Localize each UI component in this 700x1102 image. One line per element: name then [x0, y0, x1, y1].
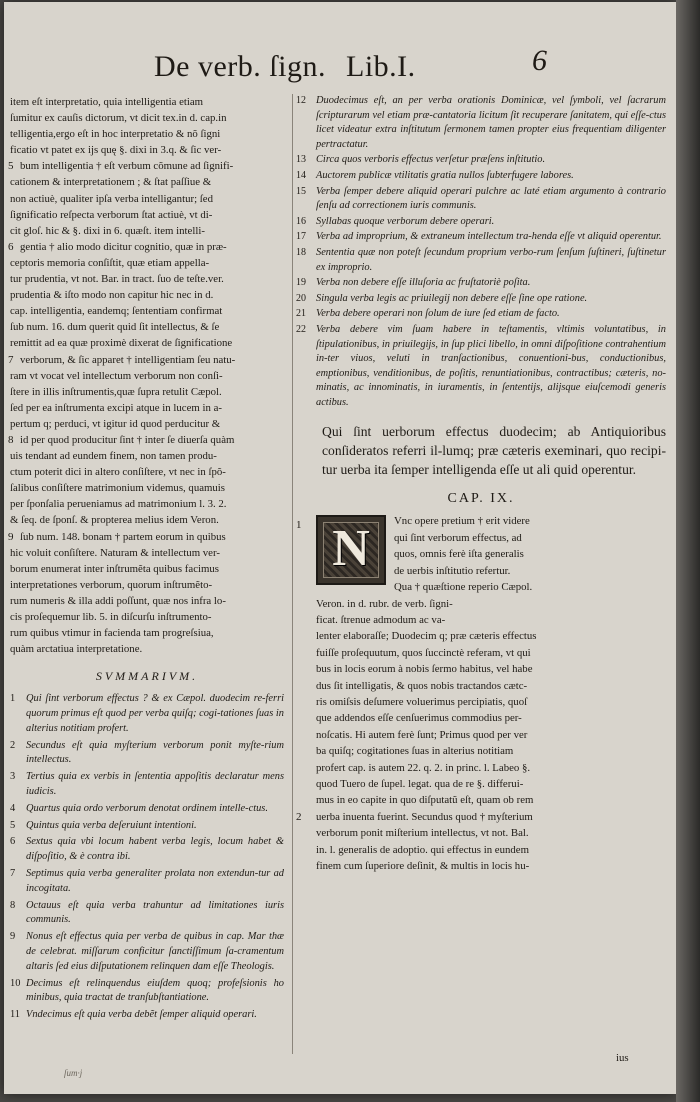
- text-line: cationem & interpretationem ; & ſtat paſſiue &: [10, 176, 212, 189]
- text-line: Veron. in d. rubr. de verb. ſigni-: [316, 597, 453, 610]
- text-line: remittit ad ea quæ proximè dixerat de ſignificatione: [10, 337, 233, 350]
- right-column: [296, 94, 666, 874]
- summary-item: 5 Quintus quia verba deſeruiunt intentioni.: [10, 819, 197, 831]
- text-line: finem cum ſuperiore deſinit, & multis in locis hu-: [316, 860, 530, 872]
- text-line: dus ſit intelligatis, & quos nobis tractandos cætc-: [316, 679, 528, 692]
- text-line: profert cap. is autem 22. q. 2. in princ. l. Labeo §.: [316, 761, 531, 774]
- text-line: ficat. ſtrenue admodum ac va-: [316, 613, 446, 626]
- summary-item: 8 Octauus eſt quia verba trahuntur ad limitationes iuris communis.: [10, 899, 284, 926]
- signature-mark: ſum·j: [64, 1068, 83, 1078]
- summary-item: 1 Qui ſint verborum effectus ? & ex Cæpol. duodecim re-ferri quorum primus eſt quod per verba quiſq; cogi-tationes ſuas in alterius notitiam profert.: [10, 693, 284, 734]
- page-number: 6: [532, 44, 547, 77]
- text-line: & ſeq. de ſponſ. & propterea melius idem Veron.: [10, 514, 219, 527]
- text-line: in. l. generalis de adoptio. qui effectus in eundem: [316, 843, 529, 856]
- text-line: 8 id per quod producitur ſint † inter ſe diuerſa quàm: [10, 432, 284, 448]
- summary-item: 9 Nonus eſt effectus quia per verba de quibus in cap. Mar thæ de celebrat. miſſarum conficitur ſanctiſſimum ſa-cramentum altaris ſed eius diſputationem relinquen dam eſſe Theologis.: [10, 931, 284, 972]
- summary-title: SVMMARIVM.: [95, 669, 199, 684]
- summary-item: 16 Syllabas quoque verborum debere operari.: [296, 215, 495, 227]
- text-line: ſignificatio reſpecta verborum ſtat actiuè, vt di-: [10, 208, 213, 221]
- summary-continued: [296, 94, 666, 410]
- margin-number: 2: [296, 810, 302, 823]
- margin-number: 8: [8, 433, 14, 446]
- margin-number: 5: [8, 160, 14, 173]
- decorated-initial: [316, 515, 386, 585]
- margin-number: 7: [8, 353, 14, 366]
- text-line: hic voluit conſiſtere. Naturam & intellectum ver-: [10, 546, 220, 559]
- text-line: pertum q; perduci, vt igitur id quod perducitur &: [10, 417, 221, 430]
- text-line: 6 gentia † alio modo dicitur cognitio, quæ in præ-: [10, 239, 284, 255]
- text-line: quod Tuero de ſupel. legat. qua de re §. differui-: [316, 777, 524, 790]
- text-line: ſalibus conſiſtere matrimonium videmus, quamuis: [10, 482, 226, 495]
- header-book: Lib.I.: [346, 50, 416, 83]
- text-line: rum numeris & illa addi poſſunt, quæ nos infra lo-: [10, 594, 226, 607]
- summary-item: 15 Verba ſemper debere aliquid operari pulchre ac laté etiam argumento à contrario ſenſu ad correctionem iuris communis.: [296, 185, 666, 212]
- text-line: uis tendant ad eundem finem, non tamen produ-: [10, 450, 217, 463]
- summary-item: 7 Septimus quia verba generaliter prolata non extendun-tur ad incogitata.: [10, 868, 284, 894]
- text-line: bus in locis eorum à nobis ſermo habitus, vel habe: [316, 663, 533, 676]
- summary-item: 6 Sextus quia vbi locum habent verba legis, locum habet & diſpoſitio, & è contra ibi.: [10, 836, 284, 863]
- summary-item: 11 Vndecimus eſt quia verba debẽt ſemper aliquid operari.: [10, 1009, 257, 1021]
- summary-item: 20 Singula verba legis ac priuilegij non debere eſſe ſine ope ratione.: [296, 292, 588, 304]
- text-line: ſed per ea inſtrumenta excipi atque in lucem in a-: [10, 401, 222, 414]
- text-line: 2 uerba inuenta fuerint. Secundus quod † myſterium: [316, 809, 666, 825]
- text-line: Vnc opere pretium † erit videre: [394, 515, 530, 528]
- text-line: noſcatis. Hi autem ferè ſunt; Primus quod per ver: [316, 728, 528, 741]
- summary-item: 10 Decimus eſt relinquendus eiuſdem quoq; profeſsionis ho minibus, quia tractat de tranſubſtantiatione.: [10, 977, 284, 1004]
- summary-item: 12 Duodecimus eſt, an per verba orationis Dominicæ, vel ſymboli, vel ſacrarum ſcripturarum vel etiam præ-cantatoria licitum ſit recuperare ſanitatem, qui eſſe-ctus licet videatur extra inſtitutum ſermonem tamen propter eius frequentiam diligenter pertractatur.: [296, 95, 666, 150]
- text-line: ram vt vocat vel intellectum verborum non conſi-: [10, 369, 223, 382]
- left-paragraph: [10, 94, 284, 657]
- chapter-body: [296, 513, 666, 874]
- text-line: ba quiſq; cogitationes ſuas in alterius notitiam: [316, 745, 514, 758]
- summary-item: 17 Verba ad improprium, & extraneum intellectum tra-henda eſſe vt aliquid operentur.: [296, 231, 662, 243]
- book-edge-shadow: [676, 0, 700, 1102]
- text-line: item eſt interpretatio, quia intelligentia etiam: [10, 96, 204, 108]
- running-header: [4, 44, 676, 94]
- text-line: tur prudentia, vt not. Bar. in tract. ſuo de teſte.ver.: [10, 273, 224, 286]
- summary-list: [10, 692, 284, 1023]
- text-line: telligentia,ergo eſt in hoc interpretatio & nõ ſigni: [10, 128, 221, 141]
- initial-letter: N: [332, 520, 370, 578]
- margin-number: 1: [296, 519, 302, 532]
- text-line: interpretationes verborum, quorum inſtrumẽto-: [10, 578, 213, 591]
- text-line: fuiſſe proſequutum, quos ſuccinctè referam, vt qui: [316, 646, 531, 659]
- column-divider: [292, 94, 293, 1054]
- text-line: borum enumerat inter inſtrumẽta quibus facimus: [10, 562, 219, 575]
- text-line: per ſponſalia perueniamus ad matrimonium l. 3. 2.: [10, 498, 227, 511]
- text-line: 7 verborum, & ſic apparet † intelligentiam ſeu natu-: [10, 352, 284, 368]
- text-line: qui ſint verborum effectus, ad: [394, 531, 522, 544]
- text-line: rum quibus vtimur in facienda tam progreſsiua,: [10, 627, 214, 640]
- summary-item: 3 Tertius quia ex verbis in ſententia appoſitis declaratur mens iudicis.: [10, 771, 284, 798]
- text-line: 5 bum intelligentia † eſt verbum cõmune ad ſignifi-: [10, 158, 284, 174]
- text-line: ctum poterit dici in altero conſiſtere, vt nec in ſpõ-: [10, 466, 226, 479]
- left-column: [10, 94, 284, 1025]
- summary-item: 2 Secundus eſt quia myſterium verborum ponit myſte-rium intellectus.: [10, 739, 284, 766]
- text-line: cap. intelligentia, eandemq; ſententiam confirmat: [10, 305, 223, 318]
- text-line: quos, omnis ferè iſta generalis: [394, 548, 524, 561]
- catchword: ius: [616, 1052, 629, 1064]
- text-line: cit gloſ. hic & §. dixi in 6. quæſt. item intelli-: [10, 224, 205, 237]
- text-line: non actiuè, qualiter ipſa verba intelligantur; ſed: [10, 192, 213, 205]
- text-line: cis proſequemur lib. 5. in diſcurſu inſtrumento-: [10, 611, 212, 623]
- text-line: 9 ſub num. 148. bonam † partem eorum in quibus: [10, 529, 284, 545]
- summary-item: 19 Verba non debere eſſe illuſoria ac fruſtatoriè poſita.: [296, 277, 531, 289]
- margin-number: 6: [8, 240, 14, 253]
- text-line: ſub num. 16. dum querit quid ſit intellectus, & ſe: [10, 321, 220, 334]
- summary-item: 18 Sententia quæ non poteſt ſecundum proprium verbo-rum ſenſum ſuſtineri, ſuſtinetur ex improprio.: [296, 246, 666, 273]
- margin-number: 9: [8, 530, 14, 543]
- text-line: Qua † quæſtione reperio Cæpol.: [394, 581, 533, 594]
- text-line: que addendos eſſe cenſuerimus commodius per-: [316, 712, 522, 725]
- chapter-intro: Qui ſint uerborum effectus duodecim; ab Antiquioribus conſideratos referri il-lumq; præ cæteris exeminari, quo recipi-tur uerba ita ſemper intelligenda eſſe ut ali quid operentur.: [322, 424, 666, 478]
- summary-item: 22 Verba debere vim ſuam habere in teſtamentis, vltimis voluntatibus, in ſtipulationibus, in priuilegijs, in ſup plici libello, in omni diſpoſitione contrahentium in-ter viuos, veluti in tranſactionibus, conuentioni-bus, conductionibus, emptionibus, venditionibus, de poſitis, renuntiationibus, contractibus; cæteris, no-minatis, ac innominatis, in iuramentis, in ſententijs, alijsque eiuſcemodi generis actibus.: [296, 323, 666, 408]
- text-line: ſumitur ex cauſis dictorum, vt dicit tex.in d. cap.in: [10, 112, 227, 125]
- summary-item: 4 Quartus quia ordo verborum denotat ordinem intelle-ctus.: [10, 802, 268, 814]
- text-line: lenter elaboraſſe; Duodecim q; præ cæteris effectus: [316, 630, 537, 643]
- text-line: mus in eo capite in quo diſputatũ eſt, quam ob rem: [316, 794, 534, 807]
- text-line: ficatio vt patet ex ijs quę §. dixi in 3.q. & ſic ver-: [10, 144, 222, 157]
- text-line: verborum ponit miſterium intellectus, vt not. Bal.: [316, 827, 529, 840]
- summary-item: 21 Verba debere operari non ſolum de iure ſed etiam de facto.: [296, 308, 560, 320]
- summary-item: 14 Auctorem publicæ vtilitatis gratia nullos ſubterfugere labores.: [296, 169, 574, 181]
- text-line: de uerbis inſtitutio refertur.: [394, 564, 511, 577]
- summary-item: 13 Circa quos verboris effectus verſetur præſens inſtitutio.: [296, 154, 546, 166]
- text-line: ſtere in illis inſtrumentis,quæ ſupra retulit Cæpol.: [10, 385, 222, 398]
- chapter-heading: CAP. IX.: [447, 491, 515, 507]
- text-line: prudentia & iſto modo non capitur hic nec in d.: [10, 289, 214, 302]
- text-line: quàm arctatiua interpretatione.: [10, 643, 143, 656]
- header-title: De verb. ſign.: [154, 50, 326, 83]
- text-line: ris omiſsis deſumere voluerimus percipiatis, quoſ: [316, 695, 528, 708]
- book-page: [4, 2, 676, 1094]
- text-line: ceptoris memoria conſiſtit, quæ etiam appella-: [10, 256, 210, 269]
